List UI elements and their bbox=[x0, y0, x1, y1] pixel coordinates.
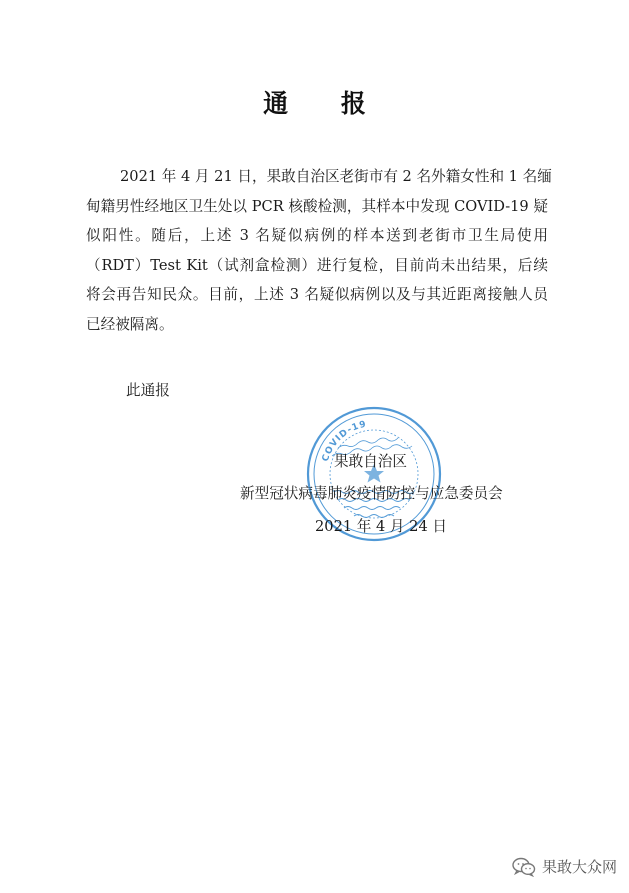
signature-committee: 新型冠状病毒肺炎疫情防控与应急委员会 bbox=[240, 485, 503, 502]
body-line: 2021 年 4 月 21 日，果敢自治区老街市有 2 名外籍女性和 1 名缅 bbox=[120, 168, 552, 185]
notice-title: 通 报 bbox=[263, 89, 388, 118]
svg-text:COVID-19: COVID-19 bbox=[320, 419, 368, 464]
body-line: 似阳性。随后，上述 3 名疑似病例的样本送到老街市卫生局使用 bbox=[86, 227, 548, 245]
signature-date: 2021 年 4 月 24 日 bbox=[315, 518, 447, 535]
body-line: 已经被隔离。 bbox=[86, 315, 174, 333]
watermark-text: 果敢大众网 bbox=[541, 858, 617, 876]
body-line: 将会再告知民众。目前，上述 3 名疑似病例以及与其近距离接触人员 bbox=[86, 286, 548, 304]
closing-text: 此通报 bbox=[126, 382, 170, 399]
notice-body bbox=[86, 162, 552, 340]
body-line: 甸籍男性经地区卫生处以 PCR 核酸检测，其样本中发现 COVID-19 疑 bbox=[86, 197, 548, 215]
wechat-icon bbox=[512, 857, 536, 877]
body-line: （RDT）Test Kit（试剂盒检测）进行复检，目前尚未出结果，后续 bbox=[86, 256, 548, 274]
signature-region: 果敢自治区 bbox=[334, 453, 407, 470]
source-watermark bbox=[512, 856, 617, 877]
